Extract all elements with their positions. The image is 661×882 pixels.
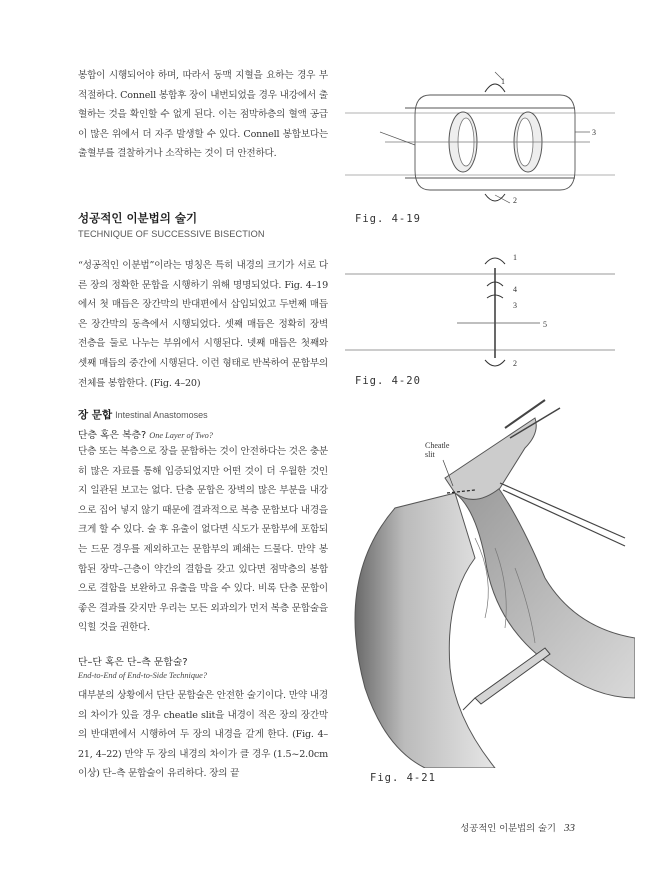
fig20-label-5: 5 (543, 320, 547, 329)
paragraph-bisection: “성공적인 이분법”이라는 명칭은 특히 내경의 크기가 서로 다른 장의 정확한 문합을 시행하기 위해 명명되었다. Fig. 4–19에서 첫 매듭은 장간막의 반대편에서 삽입되었고 두번째 매듭은 장간막의 동측에서 시행되었다. 셋째 매듭은 정확히 장벽 전층을 둘로 나누는 부위에서 시행된다. 넷째 매듭은 첫째와 셋째 매듭의 중간에 시행된다. 이런 형태로 반복하여 문합부의 전체를 봉합한다. (Fig. 4–20) (78, 260, 328, 389)
heading-bisection-en: TECHNIQUE OF SUCCESSIVE BISECTION (78, 229, 265, 239)
paragraph-end-to-end: 대부분의 상황에서 단단 문합술은 안전한 술기이다. 만약 내경의 차이가 있을 경우 cheatle slit을 내경이 적은 장의 장간막의 반대편에서 시행하여 두 장의 내경을 같게 한다. (Fig. 4–21, 4–22) 만약 두 장의 내경의 차이가 클 경우 (1.5~2.0cm 이상) 단–측 문합술이 유리하다. 장의 끝 (78, 690, 328, 780)
heading-anastomoses-en: Intestinal Anastomoses (115, 410, 208, 420)
fig20-label-4: 4 (513, 285, 517, 294)
caption-fig-4-20: Fig. 4-20 (355, 375, 421, 387)
fig20-label-1: 1 (513, 253, 517, 262)
fig21-label-cheatle: Cheatle (425, 441, 450, 450)
paragraph-connell: 봉합이 시행되어야 하며, 따라서 동맥 지혈을 요하는 경우 부적절하다. Connell 봉합후 장이 내번되었을 경우 내강에서 출혈하는 것을 확인할 수 없게 된다. 이는 점막하층의 혈액 공급이 많은 위에서 더 자주 발생할 수 있다. Connell 봉합보다는 출혈부를 결찰하거나 소작하는 것이 더 안전하다. (78, 70, 328, 160)
page-number: 33 (564, 822, 575, 834)
figure-4-20 (345, 250, 615, 375)
heading-layer-en: One Layer of Two? (149, 431, 213, 440)
figure-4-21 (335, 398, 635, 768)
figure-4-19 (345, 70, 615, 210)
fig19-label-2: 2 (513, 196, 517, 205)
heading-anastomoses (78, 407, 208, 422)
heading-end-to-end: 단–단 혹은 단–측 문합술? (78, 657, 188, 668)
heading-layer (78, 427, 213, 441)
page-footer (460, 820, 575, 834)
paragraph-layer: 단층 또는 복층으로 장을 문합하는 것이 안전하다는 것은 충분히 많은 자료를 통해 입증되었지만 어떤 것이 더 우월한 것인지 일관된 보고는 없다. 단층 문합은 장벽의 많은 부분을 내강으로 집어 넣지 않기 때문에 결과적으로 복층 문합보다 내경을 크게 할 수 있다. 술 후 유출이 없다면 식도가 문합부에 포함되는 드문 경우를 제외하고는 문합부의 폐쇄는 드물다. 만약 봉합된 장막–근층이 약간의 결함을 갖고 있다면 점막층의 봉합으로 결함을 보완하고 유출을 막을 수 있다. 비록 단층 문합이 좋은 결과를 갖지만 우리는 모든 외과의가 먼저 복층 문합술을 익힐 것을 권한다. (78, 446, 328, 634)
fig19-label-3: 3 (592, 128, 596, 137)
fig20-label-3: 3 (513, 301, 517, 310)
heading-end-to-end-en: End-to-End of End-to-Side Technique? (78, 671, 207, 680)
fig19-label-1: 1 (501, 77, 505, 86)
caption-fig-4-21: Fig. 4-21 (370, 772, 436, 784)
fig20-label-2: 2 (513, 359, 517, 368)
running-title: 성공적인 이분법의 술기 (460, 823, 556, 834)
heading-anastomoses-ko: 장 문합 (78, 409, 113, 421)
heading-layer-ko: 단층 혹은 복층? (78, 430, 147, 441)
heading-bisection: 성공적인 이분법의 술기 (78, 211, 198, 225)
fig21-label-slit: slit (425, 450, 435, 459)
caption-fig-4-19: Fig. 4-19 (355, 213, 421, 225)
